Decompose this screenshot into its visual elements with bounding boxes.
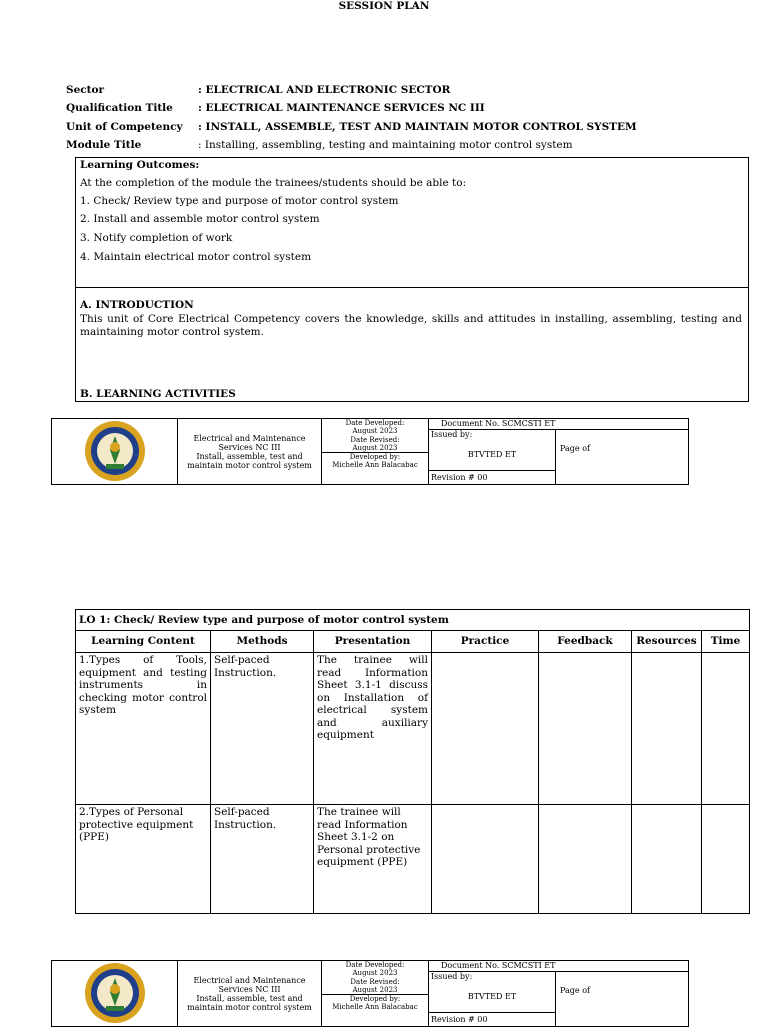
- module-label: Module Title: [66, 139, 142, 151]
- table-row: [76, 653, 750, 805]
- footer-module: Install, assemble, test and maintain motor control system: [187, 451, 312, 470]
- issued-by: BTVTED ET: [467, 992, 517, 1001]
- learning-outcomes-box: [75, 157, 749, 402]
- footer-course: Electrical and Maintenance Services NC III: [193, 975, 306, 994]
- col-header-time: Time: [702, 631, 750, 653]
- page-footer: [51, 418, 688, 484]
- divider: [76, 287, 748, 288]
- issued-by-cell: [429, 972, 556, 1013]
- date-developed-label: Date Developed:: [345, 961, 405, 969]
- col-header-feedback: Feedback: [539, 631, 632, 653]
- learning-outcome-item: 3. Notify completion of work: [80, 232, 233, 244]
- date-revised: August 2023: [352, 443, 398, 452]
- revision: Revision # 00: [429, 1013, 556, 1027]
- sector-value: : ELECTRICAL AND ELECTRONIC SECTOR: [198, 84, 451, 96]
- date-developed: August 2023: [352, 969, 398, 978]
- footer-course: Electrical and Maintenance Services NC III: [193, 433, 306, 452]
- learning-outcomes-intro: At the completion of the module the trainees/students should be able to:: [80, 177, 467, 189]
- footer-dates-cell: [322, 961, 429, 1027]
- module-value: : Installing, assembling, testing and maintaining motor control system: [198, 139, 573, 151]
- cell-resources: [632, 805, 702, 914]
- date-revised: August 2023: [352, 985, 398, 994]
- cell-time: [702, 653, 750, 805]
- date-developed: August 2023: [352, 427, 398, 436]
- footer-module: Install, assemble, test and maintain motor control system: [187, 993, 312, 1012]
- unit-label: Unit of Competency: [66, 121, 183, 133]
- cell-presentation: The trainee will read Information Sheet 3.1-2 on Personal protective equipment (PPE): [314, 805, 432, 914]
- developed-by: Michelle Ann Balacabac: [332, 461, 418, 470]
- developed-by: Michelle Ann Balacabac: [332, 1003, 418, 1012]
- learning-outcome-item: 2. Install and assemble motor control system: [80, 213, 320, 225]
- sector-label: Sector: [66, 84, 105, 96]
- date-revised-label: Date Revised:: [350, 977, 400, 986]
- footer-course-cell: [178, 961, 322, 1027]
- cell-practice: [432, 805, 539, 914]
- school-seal-icon: [84, 420, 146, 482]
- cell-method: Self-paced Instruction.: [211, 653, 314, 805]
- col-header-learning-content: Learning Content: [76, 631, 211, 653]
- introduction-text: This unit of Core Electrical Competency covers the knowledge, skills and attitudes in installing, assembling, testing and maintaining motor control system.: [80, 313, 742, 338]
- cell-learning-content: 1.Types of Tools, equipment and testing instruments in checking motor control system: [76, 653, 211, 805]
- learning-outcomes-heading: Learning Outcomes:: [80, 159, 200, 171]
- col-header-practice: Practice: [432, 631, 539, 653]
- issued-by-label: Issued by:: [431, 430, 473, 439]
- developed-by-label: Developed by:: [349, 453, 401, 462]
- qualification-value: : ELECTRICAL MAINTENANCE SERVICES NC III: [198, 102, 485, 114]
- table-row: [76, 805, 750, 914]
- learning-activities-heading: B. LEARNING ACTIVITIES: [80, 388, 236, 400]
- col-header-presentation: Presentation: [314, 631, 432, 653]
- qualification-label: Qualification Title: [66, 102, 173, 114]
- lo-table: [75, 609, 749, 914]
- col-header-resources: Resources: [632, 631, 702, 653]
- cell-feedback: [539, 653, 632, 805]
- cell-time: [702, 805, 750, 914]
- date-developed-label: Date Developed:: [345, 419, 405, 427]
- learning-outcome-item: 4. Maintain electrical motor control system: [80, 251, 312, 263]
- revision: Revision # 00: [429, 471, 556, 485]
- col-header-methods: Methods: [211, 631, 314, 653]
- school-seal-icon: [84, 962, 146, 1024]
- seal-logo-cell: [52, 419, 178, 485]
- developed-by-label: Developed by:: [349, 995, 401, 1004]
- cell-method: Self-paced Instruction.: [211, 805, 314, 914]
- issued-by-cell: [429, 430, 556, 471]
- issued-by-label: Issued by:: [431, 972, 473, 981]
- cell-learning-content: 2.Types of Personal protective equipment (PPE): [76, 805, 211, 914]
- unit-value: : INSTALL, ASSEMBLE, TEST AND MAINTAIN MOTOR CONTROL SYSTEM: [198, 121, 637, 133]
- page-number: Page of: [556, 430, 689, 485]
- footer-course-cell: [178, 419, 322, 485]
- seal-logo-cell: [52, 961, 178, 1027]
- page-number: Page of: [556, 972, 689, 1027]
- document-no: Document No. SCMCSTI ET: [429, 961, 689, 972]
- cell-practice: [432, 653, 539, 805]
- introduction-heading: A. INTRODUCTION: [80, 299, 194, 311]
- document-no: Document No. SCMCSTI ET: [429, 419, 689, 430]
- issued-by: BTVTED ET: [467, 450, 517, 459]
- page-footer: [51, 960, 688, 1026]
- lo-title: LO 1: Check/ Review type and purpose of motor control system: [76, 610, 750, 631]
- cell-feedback: [539, 805, 632, 914]
- footer-dates-cell: [322, 419, 429, 485]
- date-revised-label: Date Revised:: [350, 435, 400, 444]
- cell-resources: [632, 653, 702, 805]
- page-title: SESSION PLAN: [338, 0, 430, 12]
- cell-presentation: The trainee will read Information Sheet 3.1-1 discuss on Installation of electrical system and auxiliary equipment: [314, 653, 432, 805]
- learning-outcome-item: 1. Check/ Review type and purpose of motor control system: [80, 195, 399, 207]
